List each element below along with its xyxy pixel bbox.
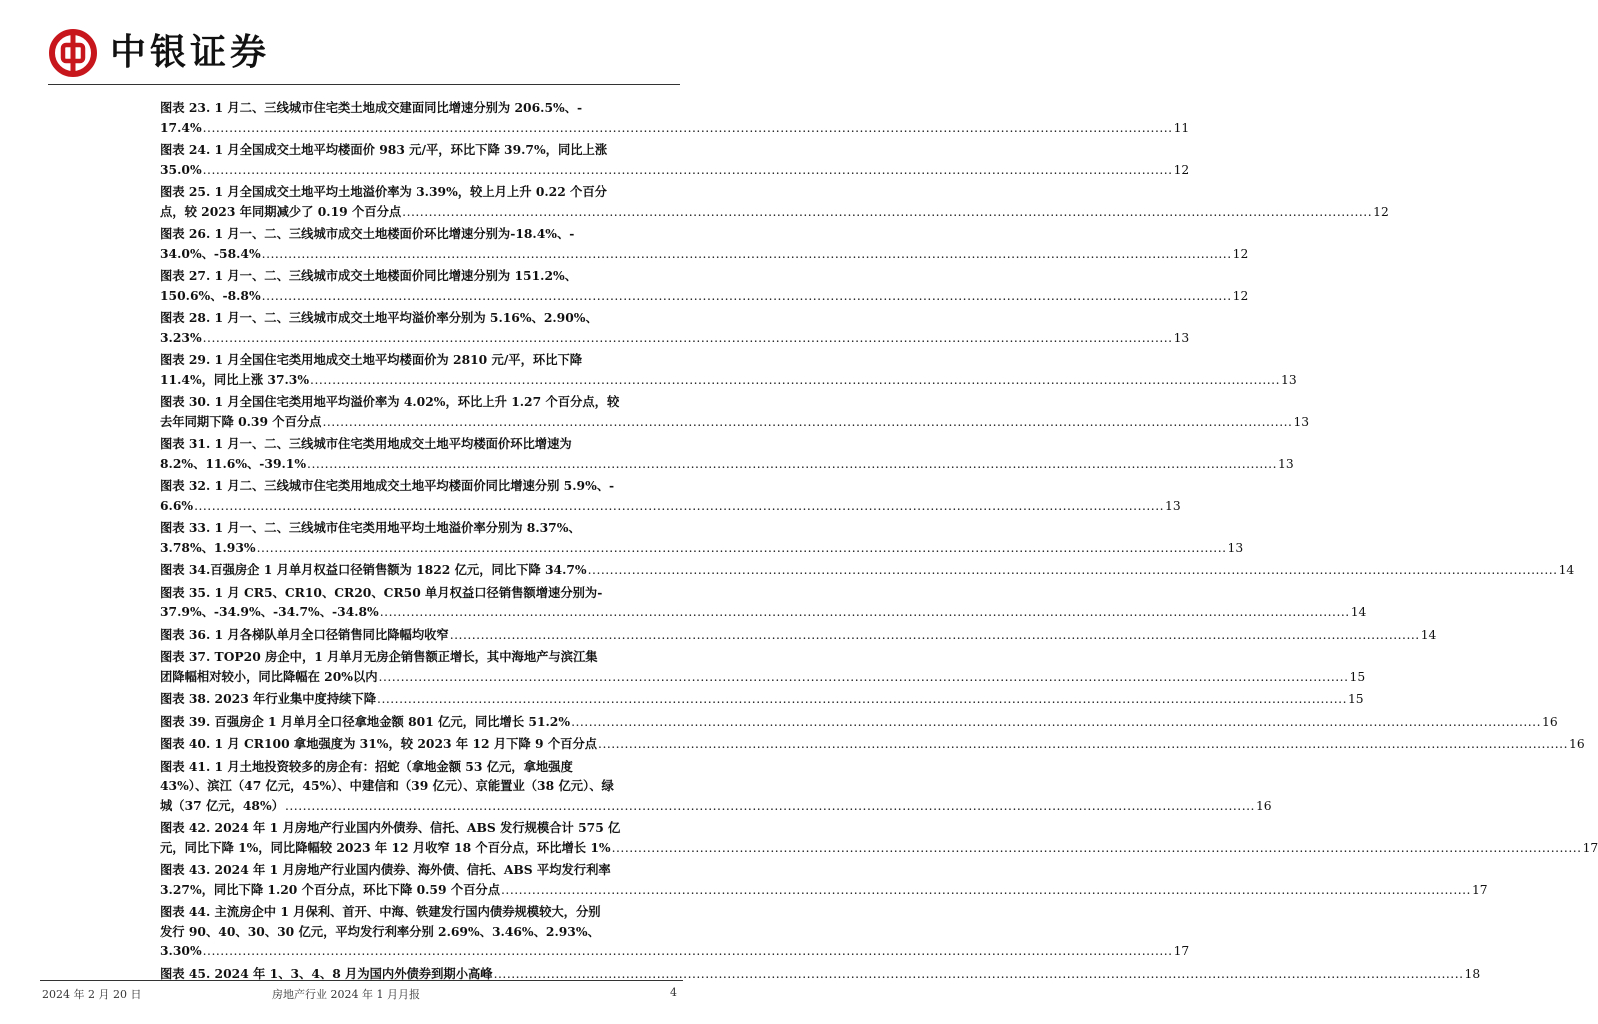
toc-entry-text: 元，同比下降 1%，同比降幅较 2023 年 12 月收窄 18 个百分点，环比增长 1% (160, 839, 611, 855)
header-divider (48, 84, 680, 85)
toc-leader-dots: ............................................................................................................................................................................................................................ (501, 882, 1471, 897)
toc-leader-dots: ............................................................................................................................................................................................................................ (202, 944, 1173, 958)
toc-leader-dots: ............................................................................................................................................................................................................................ (571, 714, 1542, 729)
toc-leader-dots: ............................................................................................................................................................................................................................ (377, 692, 1347, 706)
toc-page-number: 16 (1542, 714, 1558, 729)
toc-leader-dots: ............................................................................................................................................................................................................................ (284, 798, 1255, 813)
toc-page-number: 12 (1232, 288, 1249, 303)
toc-entry[interactable] (160, 224, 1249, 264)
toc-entry[interactable] (160, 434, 1294, 474)
toc-entry-text: 17.4% (160, 119, 202, 135)
toc-leader-dots: ............................................................................................................................................................................................................................ (493, 966, 1464, 981)
footer-report-title: 房地产行业 2024 年 1 月月报 (272, 988, 420, 1001)
toc-leader-dots: ............................................................................................................................................................................................................................ (261, 288, 1232, 303)
toc-entry-text: 图表 36. 1 月各梯队单月全口径销售同比降幅均收窄 (160, 626, 449, 642)
toc-entry-text: 35.0% (160, 161, 202, 177)
toc-entry-text: 图表 34.百强房企 1 月单月权益口径销售额为 1822 亿元，同比下降 34.7% (160, 562, 587, 577)
toc-entry[interactable] (160, 140, 1190, 180)
toc-entry-text: 图表 33. 1 月一、二、三线城市住宅类用地平均土地溢价率分别为 8.37%、 (160, 520, 581, 535)
toc-entry-text: 发行 90、40、30、30 亿元，平均发行利率分别 2.69%、3.46%、2.93%、 (160, 923, 600, 939)
toc-entry-text: 图表 45. 2024 年 1、3、4、8 月为国内外债券到期小高峰 (160, 965, 493, 981)
toc-entry-text: 8.2%、11.6%、-39.1% (160, 455, 307, 471)
toc-leader-dots: ............................................................................................................................................................................................................................ (322, 414, 1293, 429)
toc-entry-text: 图表 24. 1 月全国成交土地平均楼面价 983 元/平，环比下降 39.7%，同比上涨 (160, 142, 608, 157)
toc-page-number: 15 (1347, 692, 1364, 706)
toc-entry-text: 图表 32. 1 月二、三线城市住宅类用地成交土地平均楼面价同比增速分别 5.9%、- (160, 478, 615, 493)
toc-leader-dots: ............................................................................................................................................................................................................................ (611, 840, 1582, 855)
toc-entry[interactable] (160, 266, 1249, 306)
toc-leader-dots: ............................................................................................................................................................................................................................ (261, 246, 1232, 261)
toc-entry[interactable] (160, 818, 1598, 858)
toc-page-number: 16 (1569, 737, 1585, 751)
toc-entry-text: 图表 38. 2023 年行业集中度持续下降 (160, 691, 377, 706)
toc-leader-dots: ............................................................................................................................................................................................................................ (598, 737, 1568, 751)
toc-entry[interactable] (160, 560, 1575, 581)
toc-page-number: 11 (1173, 120, 1190, 135)
toc-entry[interactable] (160, 308, 1190, 348)
toc-page-number: 12 (1373, 204, 1389, 219)
toc-entry[interactable] (160, 902, 1190, 962)
toc-entry-text: 图表 44. 主流房企中 1 月保利、首开、中海、铁建发行国内债券规模较大，分别 (160, 904, 601, 919)
toc-entry-text: 图表 37. TOP20 房企中，1 月单月无房企销售额正增长，其中海地产与滨江集 (160, 649, 598, 664)
footer-date: 2024 年 2 月 20 日 (42, 988, 142, 1001)
toc-entry-text: 去年同期下降 0.39 个百分点 (160, 413, 322, 429)
toc-leader-dots: ............................................................................................................................................................................................................................ (194, 498, 1165, 513)
toc-entry-text: 图表 43. 2024 年 1 月房地产行业国内债券、海外债、信托、ABS 平均发行利率 (160, 862, 611, 877)
page-header (48, 28, 688, 78)
toc-page-number: 13 (1281, 372, 1297, 387)
footer-divider (40, 980, 683, 981)
toc-entry-text: 43%）、滨江（47 亿元，45%）、中建信和（39 亿元）、京能置业（38 亿元）、绿 (160, 778, 614, 793)
toc-entry-text: 图表 35. 1 月 CR5、CR10、CR20、CR50 单月权益口径销售额增速分别为- (160, 584, 603, 600)
toc-leader-dots: ............................................................................................................................................................................................................................ (378, 669, 1349, 684)
toc-leader-dots: ............................................................................................................................................................................................................................ (587, 563, 1558, 577)
toc-leader-dots: ............................................................................................................................................................................................................................ (202, 120, 1173, 135)
toc-page-number: 14 (1420, 627, 1437, 642)
toc-leader-dots: ............................................................................................................................................................................................................................ (402, 204, 1373, 219)
toc-entry-text: 图表 39. 百强房企 1 月单月全口径拿地金额 801 亿元，同比增长 51.2% (160, 713, 571, 729)
toc-leader-dots: ............................................................................................................................................................................................................................ (379, 605, 1350, 619)
toc-entry-text: 图表 42. 2024 年 1 月房地产行业国内外债券、信托、ABS 发行规模合计 575 亿 (160, 820, 621, 835)
toc-entry[interactable] (160, 350, 1297, 390)
toc-entry[interactable] (160, 712, 1558, 733)
toc-entry-text: 图表 27. 1 月一、二、三线城市成交土地楼面价同比增速分别为 151.2%、 (160, 268, 577, 283)
toc-leader-dots: ............................................................................................................................................................................................................................ (202, 162, 1173, 177)
toc-entry-text: 点，较 2023 年同期减少了 0.19 个百分点 (160, 203, 402, 219)
toc-page-number: 13 (1173, 330, 1190, 345)
toc-page-number: 14 (1558, 563, 1575, 577)
toc-entry[interactable] (160, 647, 1366, 687)
toc-page-number: 17 (1582, 840, 1598, 855)
toc-leader-dots: ............................................................................................................................................................................................................................ (310, 372, 1280, 387)
brand-name: 中银证券 (110, 32, 271, 73)
toc-entry-text: 图表 23. 1 月二、三线城市住宅类土地成交建面同比增速分别为 206.5%、- (160, 100, 583, 115)
toc-page-number: 15 (1349, 669, 1366, 684)
toc-page-number: 13 (1293, 414, 1310, 429)
toc-page-number: 14 (1350, 605, 1367, 619)
toc-entry[interactable] (160, 689, 1364, 710)
toc-leader-dots: ............................................................................................................................................................................................................................ (307, 456, 1277, 471)
toc-entry[interactable] (160, 476, 1181, 516)
toc-entry[interactable] (160, 734, 1585, 755)
toc-entry-text: 图表 26. 1 月一、二、三线城市成交土地楼面价环比增速分别为-18.4%、- (160, 226, 575, 241)
toc-entry-text: 11.4%，同比上涨 37.3% (160, 371, 310, 387)
toc-page-number: 13 (1165, 498, 1181, 513)
toc-page-number: 17 (1471, 882, 1488, 897)
toc-page-number: 12 (1232, 246, 1249, 261)
toc-leader-dots: ............................................................................................................................................................................................................................ (256, 540, 1227, 555)
toc-page-number: 17 (1173, 944, 1190, 958)
footer-page-number: 4 (670, 986, 677, 999)
bank-of-china-logo-icon (48, 28, 98, 78)
toc-entry-text: 37.9%、-34.9%、-34.7%、-34.8% (160, 604, 379, 619)
toc-page-number: 13 (1278, 456, 1294, 471)
toc-entry[interactable] (160, 518, 1244, 558)
table-of-contents (160, 98, 1598, 986)
toc-entry-text: 3.27%，同比下降 1.20 个百分点，环比下降 0.59 个百分点 (160, 881, 501, 897)
toc-entry-text: 图表 28. 1 月一、二、三线城市成交土地平均溢价率分别为 5.16%、2.90%、 (160, 310, 598, 325)
toc-leader-dots: ............................................................................................................................................................................................................................ (202, 330, 1173, 345)
toc-entry[interactable] (160, 182, 1389, 222)
toc-page-number: 12 (1173, 162, 1190, 177)
toc-entry[interactable] (160, 583, 1367, 623)
toc-entry-text: 34.0%、-58.4% (160, 245, 261, 261)
toc-page-number: 16 (1255, 798, 1272, 813)
toc-entry-text: 团降幅相对较小，同比降幅在 20%以内 (160, 668, 378, 684)
toc-entry[interactable] (160, 98, 1190, 138)
toc-entry-text: 图表 40. 1 月 CR100 拿地强度为 31%，较 2023 年 12 月下降 9 个百分点 (160, 736, 598, 751)
toc-entry-text: 150.6%、-8.8% (160, 287, 261, 303)
toc-page-number: 13 (1227, 540, 1244, 555)
toc-leader-dots: ............................................................................................................................................................................................................................ (449, 627, 1420, 642)
toc-entry[interactable] (160, 860, 1488, 900)
toc-entry-text: 3.23% (160, 329, 202, 345)
toc-entry-text: 6.6% (160, 497, 194, 513)
toc-entry-text: 图表 29. 1 月全国住宅类用地成交土地平均楼面价为 2810 元/平，环比下降 (160, 352, 583, 367)
toc-entry-text: 图表 41. 1 月土地投资较多的房企有：招蛇（拿地金额 53 亿元，拿地强度 (160, 758, 573, 774)
toc-entry-text: 图表 25. 1 月全国成交土地平均土地溢价率为 3.39%，较上月上升 0.22 个百分 (160, 184, 607, 199)
toc-entry-text: 3.78%、1.93% (160, 539, 256, 555)
toc-entry-text: 图表 31. 1 月一、二、三线城市住宅类用地成交土地平均楼面价环比增速为 (160, 436, 572, 451)
toc-entry-text: 3.30% (160, 943, 202, 958)
toc-entry-text: 城（37 亿元，48%） (160, 797, 284, 813)
toc-entry[interactable] (160, 625, 1437, 646)
toc-entry[interactable] (160, 392, 1310, 432)
toc-entry-text: 图表 30. 1 月全国住宅类用地平均溢价率为 4.02%，环比上升 1.27 个百分点，较 (160, 394, 620, 409)
toc-page-number: 18 (1464, 966, 1481, 981)
toc-entry[interactable] (160, 757, 1272, 817)
